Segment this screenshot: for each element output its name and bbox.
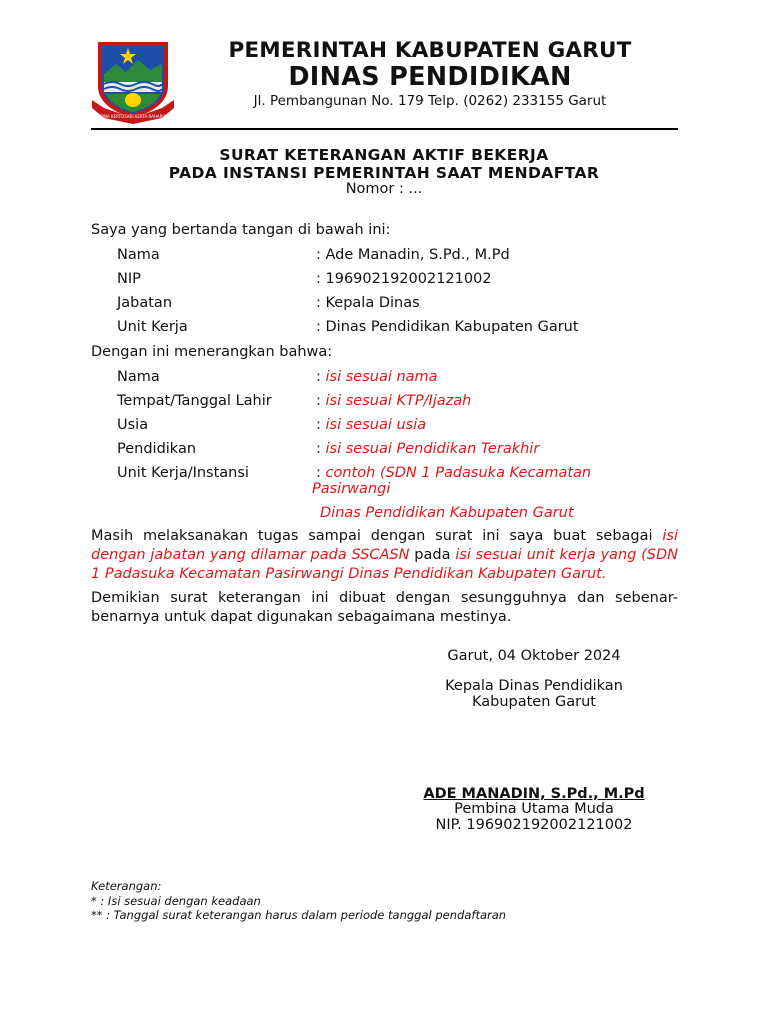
subject-value-unit: : contoh (SDN 1 Padasuka Kecamatan [316,465,592,481]
signer-intro: Saya yang bertanda tangan di bawah ini: [91,222,391,238]
signer-label-position: Jabatan [117,295,173,311]
signature-nip: NIP. 196902192002121002 [435,817,633,833]
signer-value-nip: : 196902192002121002 [316,271,492,287]
subject-value-birth: : isi sesuai KTP/Ijazah [316,393,472,409]
subject-value-unit-line3: Dinas Pendidikan Kabupaten Garut [320,505,574,521]
signer-value-name: : Ade Manadin, S.Pd., M.Pd [316,247,510,263]
subject-label-age: Usia [117,417,149,433]
notes-item: ** : Tanggal surat keterangan harus dalam periode tanggal pendaftaran [91,908,507,922]
subject-value-age: : isi sesuai usia [316,417,427,433]
subject-value-education: : isi sesuai Pendidikan Terakhir [316,441,540,457]
signature-name: ADE MANADIN, S.Pd., M.Pd [423,786,645,802]
paragraph-statement: Masih melaksanakan tugas sampai dengan surat ini saya buat sebagai isi dengan jabatan yang dilamar pada SSCASN pada isi sesuai unit kerja yang (SDN 1 Padasuka Kecamatan Pasirwangi Dinas Pendidikan Kabupaten Garut. [91,528,679,582]
notes-item: * : Isi sesuai dengan keadaan [91,894,261,908]
letter-number: Nomor : ... [345,181,423,197]
header-address: Jl. Pembangunan No. 179 Telp. (0262) 233155 Garut [253,93,607,109]
header-divider [91,128,678,130]
signer-label-nip: NIP [117,271,141,287]
signer-value-unit: : Dinas Pendidikan Kabupaten Garut [316,319,579,335]
subject-value-unit-cont: Pasirwangi [312,481,391,497]
header-agency: DINAS PENDIDIKAN [288,62,572,92]
header-government: PEMERINTAH KABUPATEN GARUT [228,38,632,63]
signature-position-line2: Kabupaten Garut [472,694,596,710]
signer-label-unit: Unit Kerja [117,319,188,335]
subject-intro: Dengan ini menerangkan bahwa: [91,344,333,360]
paragraph-closing: Demikian surat keterangan ini dibuat dengan sesungguhnya dan sebenar-benarnya untuk dapat digunakan sebagaimana mestinya. [91,590,678,625]
subject-label-name: Nama [117,369,160,385]
letter-title-line1: SURAT KETERANGAN AKTIF BEKERJA [219,146,549,164]
subject-label-education: Pendidikan [117,441,197,457]
signer-label-name: Nama [117,247,160,263]
signature-rank: Pembina Utama Muda [454,801,614,817]
subject-value-name: : isi sesuai nama [316,369,438,385]
letter-title-line2: PADA INSTANSI PEMERINTAH SAAT MENDAFTAR [168,164,600,182]
subject-label-birth: Tempat/Tanggal Lahir [117,393,272,409]
signature-position-line1: Kepala Dinas Pendidikan [445,678,623,694]
notes-heading: Keterangan: [91,879,162,893]
logo-ribbon-text: DINA KERTOSARI KERTA RAHARJA [99,114,167,119]
signature-place-date: Garut, 04 Oktober 2024 [447,648,621,664]
signer-value-position: : Kepala Dinas [316,295,420,311]
subject-label-unit: Unit Kerja/Instansi [117,465,249,481]
